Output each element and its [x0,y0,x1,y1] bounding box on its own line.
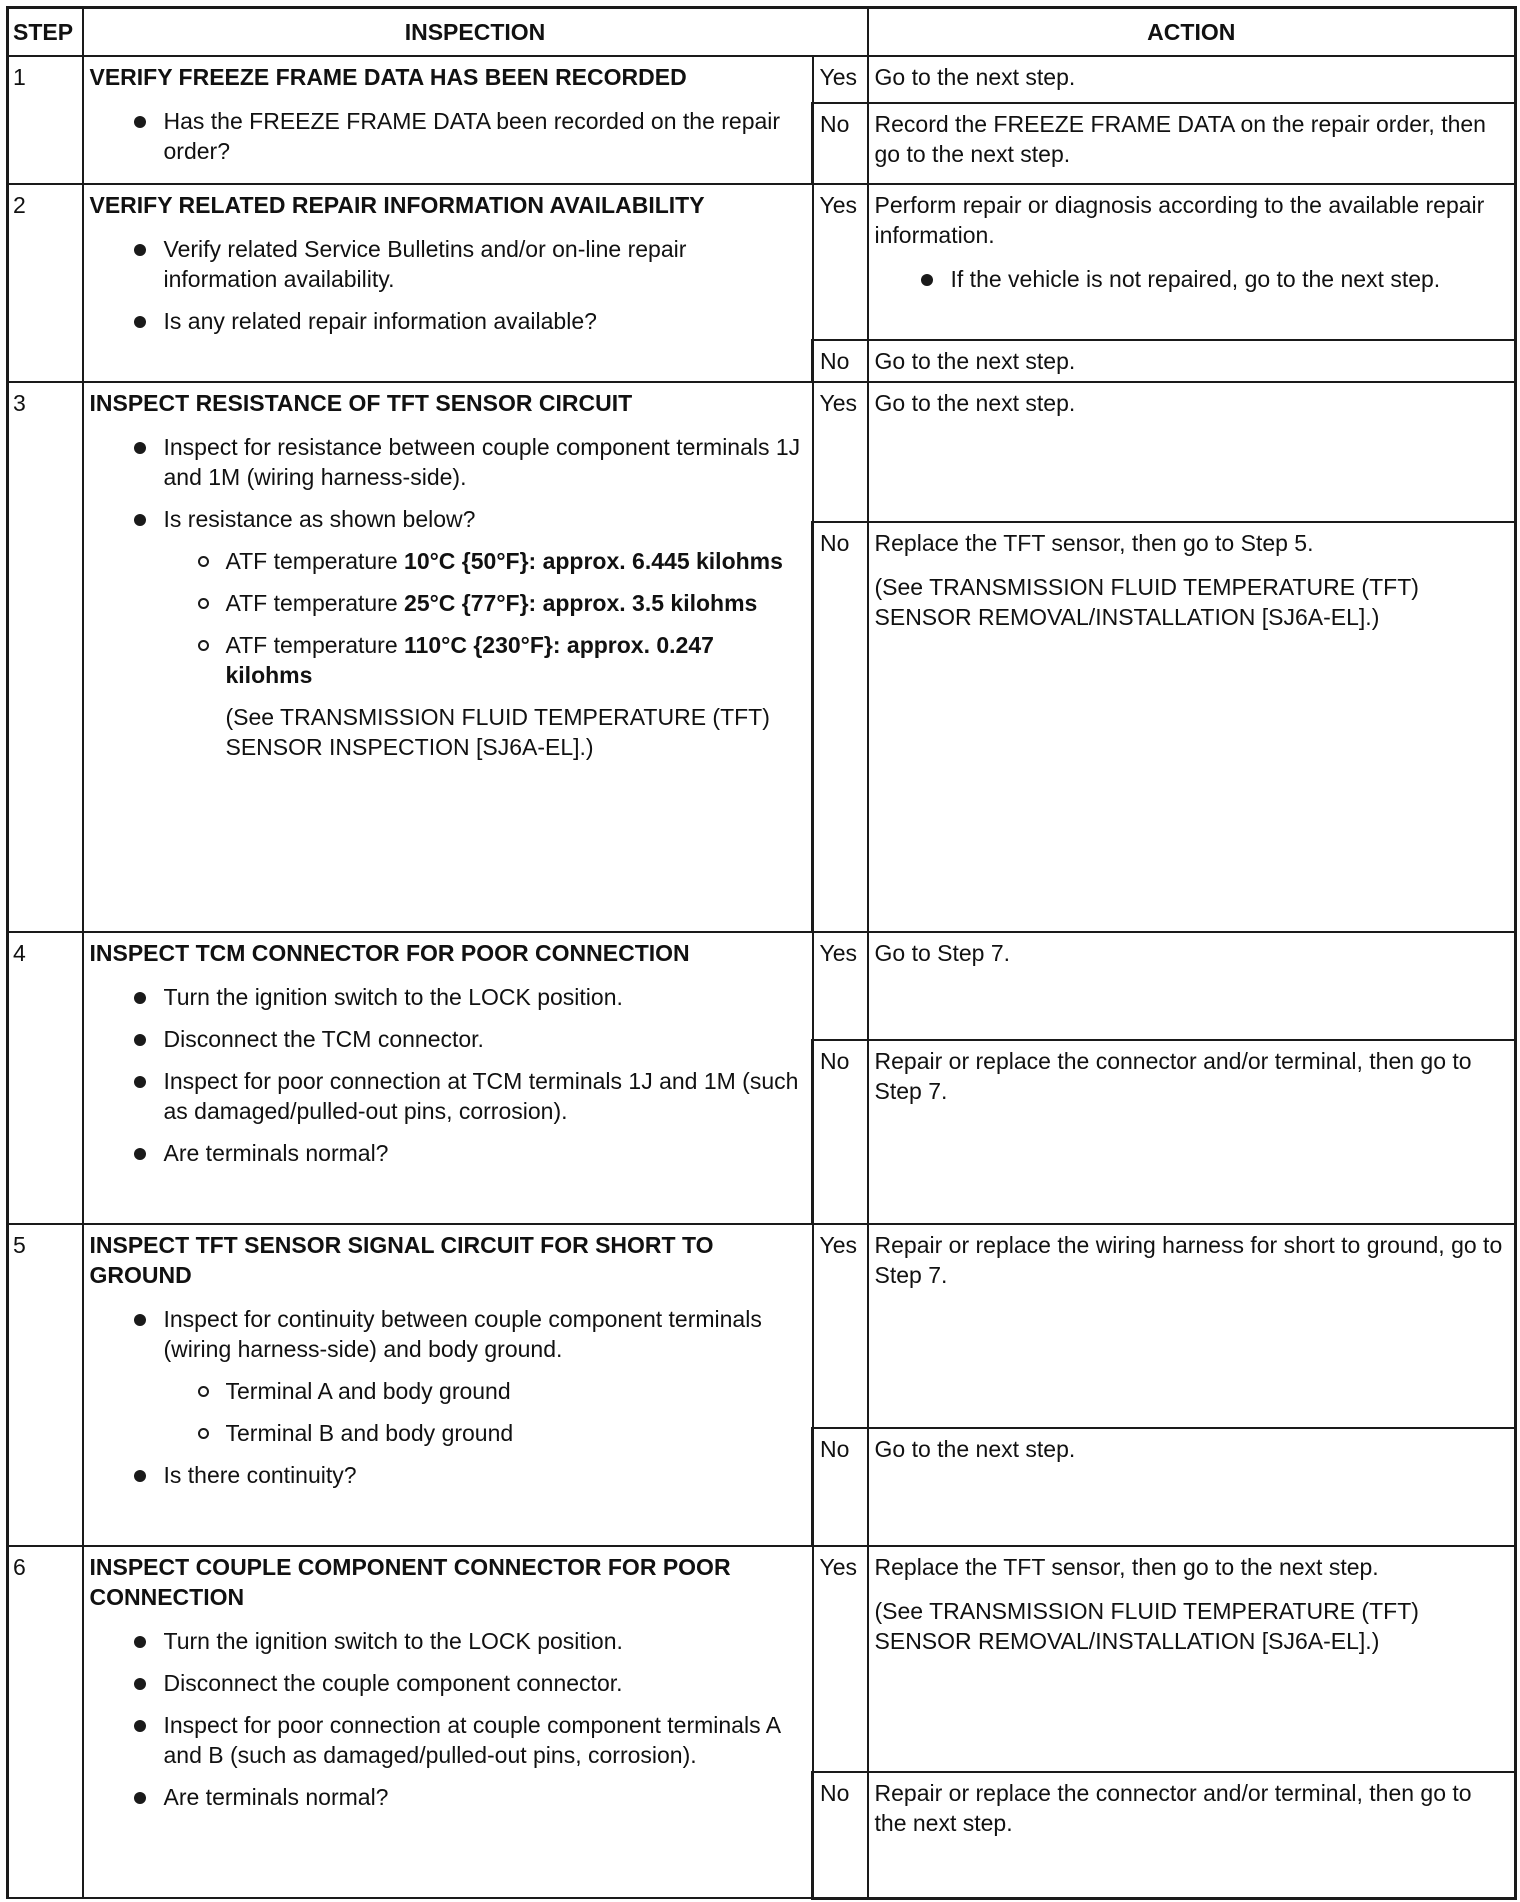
step-5-row-yes [8,1224,1516,1428]
step-number: 4 [8,932,83,1224]
yes-action: Go to the next step. [868,56,1516,103]
step-6-row-yes [8,1546,1516,1772]
step-number: 2 [8,184,83,382]
yes-label: Yes [813,382,868,522]
step-3-inspection [83,382,813,932]
step-title: INSPECT TCM CONNECTOR FOR POOR CONNECTION [89,940,690,966]
reference-note: (See TRANSMISSION FLUID TEMPERATURE (TFT) SENSOR REMOVAL/INSTALLATION [SJ6A-EL].) [874,574,1419,630]
no-action: Go to the next step. [868,1428,1516,1546]
no-action [868,522,1516,932]
step-4-row-yes [8,932,1516,1040]
bullet-item: Are terminals normal? [90,1782,807,1812]
yes-label: Yes [813,56,868,103]
yes-label: Yes [813,1546,868,1772]
action-text: Replace the TFT sensor, then go to the next step. [874,1554,1379,1580]
step-3-row-yes [8,382,1516,522]
yes-action: Go to Step 7. [868,932,1516,1040]
bullet-item: Are terminals normal? [90,1138,807,1168]
sub-bullet-item: Terminal A and body ground [164,1376,807,1406]
no-label: No [813,340,868,382]
step-4-inspection [83,932,813,1224]
bullet-item: Disconnect the couple component connector. [90,1668,807,1698]
bullet-item: Inspect for poor connection at couple component terminals A and B (such as damaged/pulled-out pins, corrosion). [90,1710,807,1770]
step-2-row-yes [8,184,1516,340]
step-title: VERIFY RELATED REPAIR INFORMATION AVAILABILITY [89,192,705,218]
no-action: Repair or replace the connector and/or terminal, then go to the next step. [868,1772,1516,1898]
bullet-item: Verify related Service Bulletins and/or on-line repair information availability. [90,234,807,294]
no-label: No [813,1428,868,1546]
sub-bullet-item [164,630,807,690]
action-text: Replace the TFT sensor, then go to Step 5. [874,530,1314,556]
yes-action [868,184,1516,340]
sub-bullet-value: 10°C {50°F}: approx. 6.445 kilohms [404,548,783,574]
yes-action: Repair or replace the wiring harness for short to ground, go to Step 7. [868,1224,1516,1428]
step-title: INSPECT RESISTANCE OF TFT SENSOR CIRCUIT [89,390,633,416]
reference-note: (See TRANSMISSION FLUID TEMPERATURE (TFT) SENSOR REMOVAL/INSTALLATION [SJ6A-EL].) [874,1598,1419,1654]
sub-bullet-value: 110°C {230°F}: approx. 0.247 kilohms [225,632,714,688]
yes-label: Yes [813,1224,868,1428]
no-label: No [813,103,868,184]
step-1-row-yes [8,56,1516,103]
inspection-column-header: INSPECTION [83,8,868,57]
bullet-item: Is there continuity? [90,1460,807,1490]
yes-label: Yes [813,184,868,340]
step-title: VERIFY FREEZE FRAME DATA HAS BEEN RECORDED [89,64,687,90]
bullet-item: Turn the ignition switch to the LOCK position. [90,982,807,1012]
reference-note: (See TRANSMISSION FLUID TEMPERATURE (TFT) SENSOR INSPECTION [SJ6A-EL].) [225,704,770,760]
step-column-header: STEP [8,8,83,57]
action-text: Perform repair or diagnosis according to the available repair information. [874,192,1485,248]
step-number: 3 [8,382,83,932]
sub-bullet-item: Terminal B and body ground [164,1418,807,1448]
no-label: No [813,522,868,932]
step-1-inspection [83,56,813,184]
yes-action: Go to the next step. [868,382,1516,522]
step-5-inspection [83,1224,813,1546]
bullet-item [90,504,807,762]
action-column-header: ACTION [868,8,1516,57]
step-number: 1 [8,56,83,184]
diagnostic-procedure-sheet [6,6,1514,1896]
no-label: No [813,1772,868,1898]
step-title: INSPECT TFT SENSOR SIGNAL CIRCUIT FOR SHORT TO GROUND [89,1232,714,1288]
sub-bullet-item [164,588,807,618]
bullet-item: Inspect for resistance between couple component terminals 1J and 1M (wiring harness-side). [90,432,807,492]
no-action: Go to the next step. [868,340,1516,382]
step-2-inspection [83,184,813,382]
bullet-item: Inspect for poor connection at TCM terminals 1J and 1M (such as damaged/pulled-out pins, corrosion). [90,1066,807,1126]
step-6-inspection [83,1546,813,1898]
bullet-text: Is resistance as shown below? [163,506,476,532]
sub-bullet-prefix: ATF temperature [225,590,405,616]
bullet-item: Turn the ignition switch to the LOCK position. [90,1626,807,1656]
no-label: No [813,1040,868,1224]
yes-action [868,1546,1516,1772]
step-number: 6 [8,1546,83,1898]
no-action: Record the FREEZE FRAME DATA on the repair order, then go to the next step. [868,103,1516,184]
bullet-text: Inspect for continuity between couple component terminals (wiring harness-side) and body ground. [163,1306,762,1362]
sub-bullet-prefix: ATF temperature [225,548,405,574]
diagnostic-table [6,6,1517,1900]
sub-bullet-value: 25°C {77°F}: approx. 3.5 kilohms [404,590,758,616]
step-number: 5 [8,1224,83,1546]
bullet-item: Disconnect the TCM connector. [90,1024,807,1054]
no-action: Repair or replace the connector and/or terminal, then go to Step 7. [868,1040,1516,1224]
bullet-item [90,1304,807,1448]
bullet-item: If the vehicle is not repaired, go to the next step. [875,264,1510,294]
sub-bullet-item [164,546,807,576]
step-title: INSPECT COUPLE COMPONENT CONNECTOR FOR POOR CONNECTION [89,1554,731,1610]
yes-label: Yes [813,932,868,1040]
header-row [8,8,1516,57]
bullet-item: Is any related repair information available? [90,306,807,336]
bullet-item: Has the FREEZE FRAME DATA been recorded on the repair order? [90,106,807,166]
sub-bullet-prefix: ATF temperature [225,632,405,658]
